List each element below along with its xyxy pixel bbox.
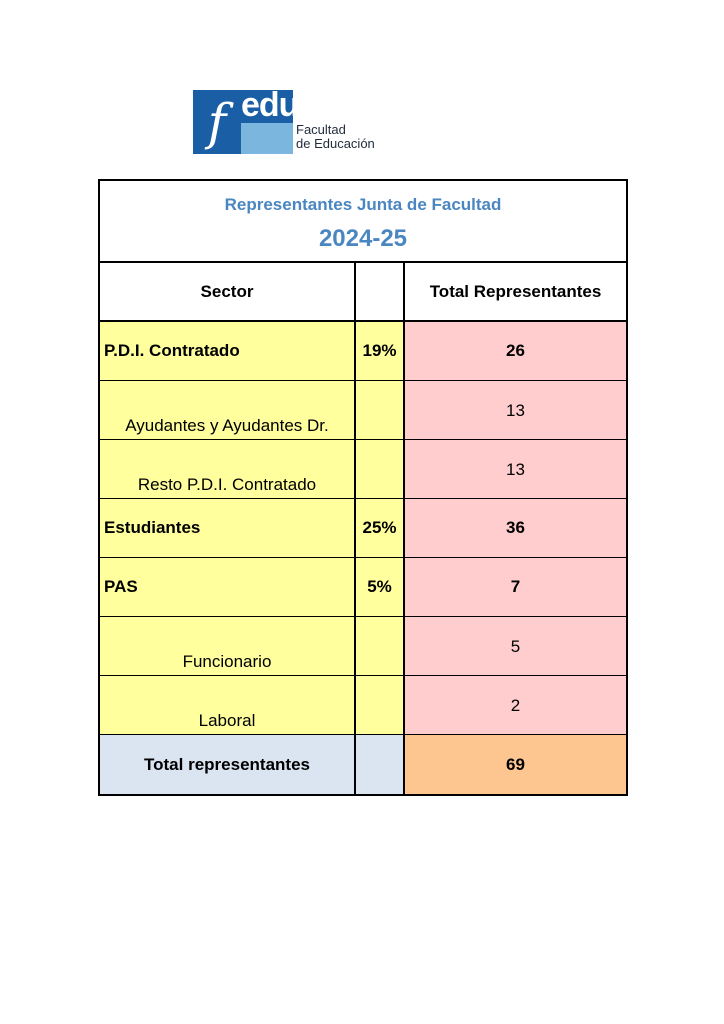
row-pct	[356, 381, 405, 439]
footer-total: 69	[405, 735, 626, 794]
row-pct: 5%	[356, 558, 405, 616]
footer-label: Total representantes	[100, 735, 356, 794]
table-title-cell	[100, 181, 626, 263]
logo-line-2: de Educación	[296, 136, 375, 151]
row-sector: PAS	[100, 558, 356, 616]
table-row	[100, 322, 626, 381]
row-pct: 19%	[356, 322, 405, 380]
header-total: Total Representantes	[429, 281, 602, 301]
logo-subtitle	[296, 123, 375, 151]
header-sector: Sector	[100, 263, 356, 320]
footer-pct	[356, 735, 405, 794]
table-row	[100, 381, 626, 440]
table-row	[100, 676, 626, 735]
row-total: 26	[405, 322, 626, 380]
table-row	[100, 499, 626, 558]
row-pct: 25%	[356, 499, 405, 557]
row-pct	[356, 440, 405, 498]
row-total: 5	[405, 617, 626, 675]
row-pct	[356, 676, 405, 734]
table-row	[100, 558, 626, 617]
table-header-row	[100, 263, 626, 322]
row-sector: Laboral	[100, 676, 356, 734]
table-row	[100, 440, 626, 499]
table-year: 2024-25	[318, 225, 408, 252]
row-total: 13	[405, 440, 626, 498]
logo-edu-text: edu	[241, 86, 299, 124]
row-sector: Funcionario	[100, 617, 356, 675]
logo-line-1: Facultad	[296, 122, 346, 137]
row-pct	[356, 617, 405, 675]
row-sector: Ayudantes y Ayudantes Dr.	[100, 381, 356, 439]
header-pct	[356, 263, 405, 320]
row-total: 36	[405, 499, 626, 557]
row-sector: P.D.I. Contratado	[100, 322, 356, 380]
row-total: 7	[405, 558, 626, 616]
representatives-table	[98, 179, 628, 796]
logo-f-letter: f	[207, 93, 227, 151]
row-sector: Estudiantes	[100, 499, 356, 557]
row-sector: Resto P.D.I. Contratado	[100, 440, 356, 498]
table-title: Representantes Junta de Facultad	[224, 195, 502, 214]
table-footer-row	[100, 735, 626, 794]
table-row	[100, 617, 626, 676]
row-total: 2	[405, 676, 626, 734]
row-total: 13	[405, 381, 626, 439]
faculty-logo	[193, 86, 378, 154]
